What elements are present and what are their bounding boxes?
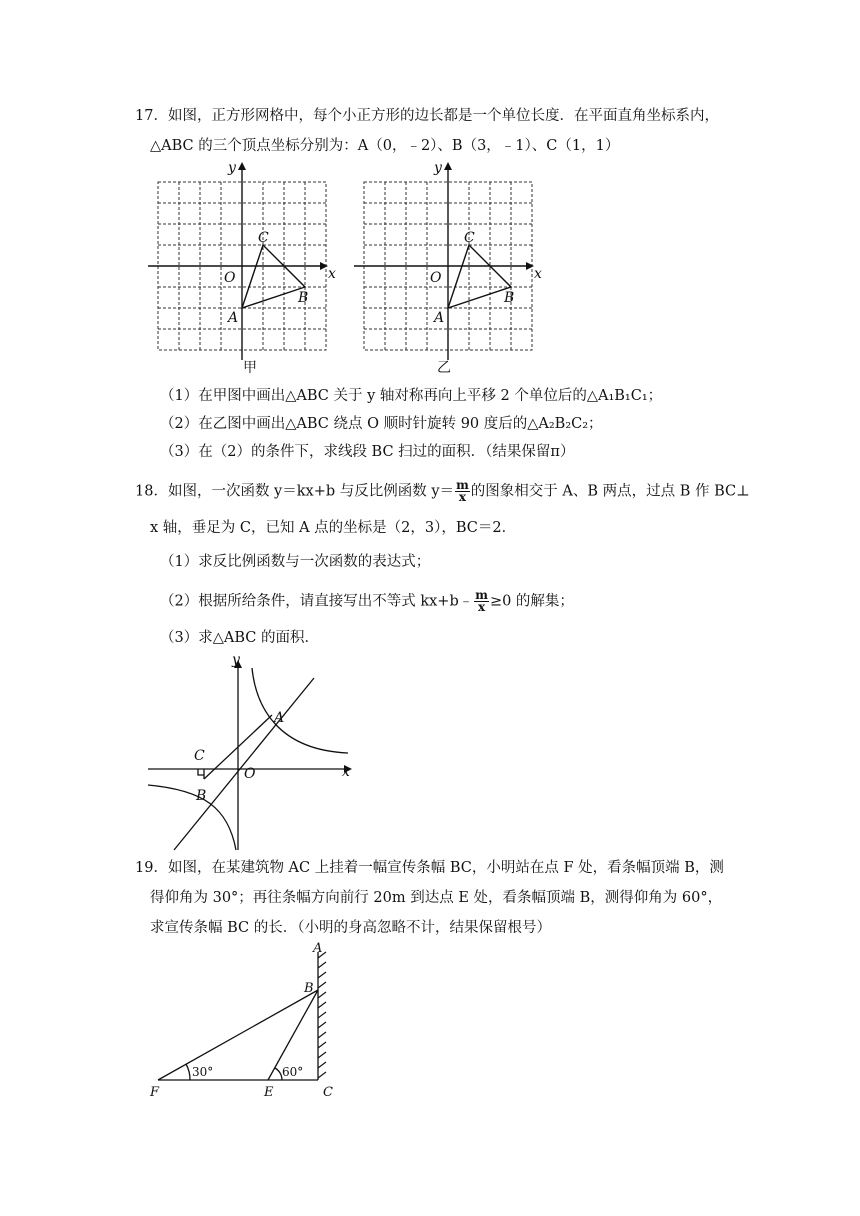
point-a-label: A	[434, 310, 445, 326]
origin-label: O	[224, 270, 236, 286]
grid-figure-jia	[148, 156, 343, 378]
q18-line2: x 轴，垂足为 C，已知 A 点的坐标是（2，3），BC＝2．	[150, 520, 517, 536]
q19-number: 19．	[135, 860, 168, 876]
x-axis-label: x	[328, 266, 336, 282]
point-f-label: F	[150, 1085, 160, 1100]
x-axis-label: x	[534, 266, 542, 282]
point-c-label: C	[194, 748, 205, 764]
point-a-label: A	[274, 710, 285, 726]
q17-sub1: （1）在甲图中画出△ABC 关于 y 轴对称再向上平移 2 个单位后的△A₁B₁C₁；	[160, 388, 663, 404]
fraction-m-over-x: $\frac{m}{x}$	[456, 478, 469, 504]
grid-figure-yi	[354, 156, 549, 378]
q18-sub1: （1）求反比例函数与一次函数的表达式；	[160, 554, 431, 570]
point-b-label: B	[304, 981, 314, 996]
q17-sub3: （3）在（2）的条件下，求线段 BC 扫过的面积．（结果保留π）	[160, 444, 575, 460]
q18-sub3: （3）求△ABC 的面积．	[160, 630, 319, 646]
point-b-label: B	[298, 290, 309, 306]
point-b-label: B	[504, 290, 515, 306]
point-c-label: C	[464, 230, 475, 246]
angle-30-label: 30°	[192, 1065, 214, 1079]
q19-line1: 19．如图，在某建筑物 AC 上挂着一幅宣传条幅 BC，小明站在点 F 处，看条幅顶端 B，测	[135, 860, 724, 876]
q19-line3: 求宣传条幅 BC 的长．（小明的身高忽略不计，结果保留根号）	[150, 920, 551, 936]
point-e-label: E	[264, 1085, 274, 1100]
point-c-label: C	[258, 230, 269, 246]
point-c-label: C	[323, 1085, 333, 1100]
caption-jia: 甲	[243, 360, 257, 376]
q17-line2: △ABC 的三个顶点坐标分别为：A（0，﹣2）、B（3，﹣1）、C（1，1）	[150, 138, 620, 154]
q18-sub2: （2）根据所给条件，请直接写出不等式 kx+b﹣ $\frac{m}{x}$ ≥0 的解集；	[160, 588, 574, 614]
y-axis-label: y	[228, 160, 236, 176]
q17-number: 17．	[135, 108, 168, 124]
banner-elevation-figure	[148, 940, 348, 1100]
origin-label: O	[244, 766, 256, 782]
q18-number: 18．	[135, 483, 168, 500]
x-axis-label: x	[342, 764, 350, 780]
point-b-label: B	[196, 788, 207, 804]
caption-yi: 乙	[437, 360, 451, 376]
point-a-label: A	[228, 310, 239, 326]
y-axis-label: y	[434, 160, 442, 176]
origin-label: O	[430, 270, 442, 286]
q18-line1: 18．如图，一次函数 y＝kx+b 与反比例函数 y＝ $\frac{m}{x}$ 的图象相交于 A、B 两点，过点 B 作 BC⊥	[135, 478, 750, 504]
q17-line1: 17．如图，正方形网格中，每个小正方形的边长都是一个单位长度．在平面直角坐标系内，	[135, 108, 719, 124]
hyperbola-figure	[148, 652, 363, 852]
y-axis-label: y	[232, 652, 240, 668]
q17-sub2: （2）在乙图中画出△ABC 绕点 O 顺时针旋转 90 度后的△A₂B₂C₂；	[160, 416, 603, 432]
fraction-m-over-x: $\frac{m}{x}$	[475, 588, 488, 614]
angle-60-label: 60°	[282, 1065, 304, 1079]
q19-line2: 得仰角为 30°；再往条幅方向前行 20m 到达点 E 处，看条幅顶端 B，测得仰角为 60°，	[150, 890, 723, 906]
point-a-label: A	[313, 941, 323, 956]
